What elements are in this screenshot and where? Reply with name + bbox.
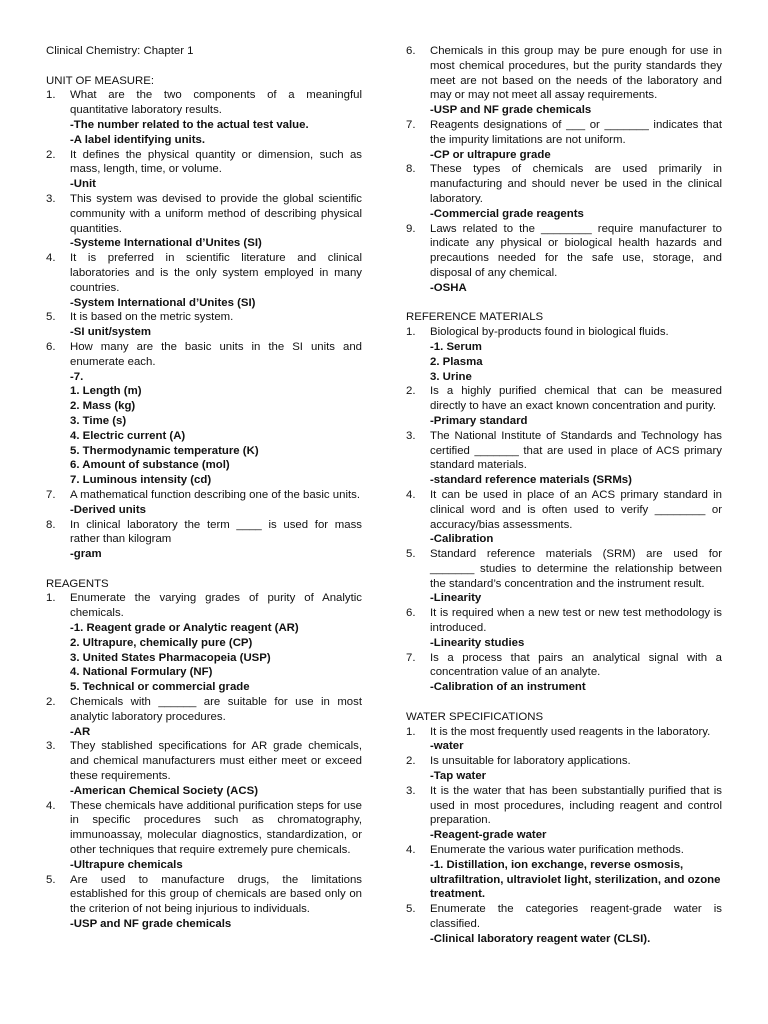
answer-text: -Derived units — [70, 503, 146, 516]
answer-text: 5. Technical or commercial grade — [70, 681, 250, 694]
question-text: Standard reference materials (SRM) are used for _______ studies to determine the relationship between the standard’s concentration and the instrument result. — [430, 548, 722, 590]
answer-text: -1. Distillation, ion exchange, reverse osmosis, ultrafiltration, ultraviolet light, sterilization, and ozone treatment. — [430, 858, 721, 901]
answer-text: 5. Thermodynamic temperature (K) — [70, 444, 259, 457]
question-number: 2. — [46, 696, 56, 709]
question-number: 6. — [46, 340, 56, 353]
answer-text: -1. Serum — [430, 340, 482, 353]
question-text: Laws related to the ________ require manufacturer to indicate any physical or biological health hazards and precautions needed for the safe use, storage, and disposal of any chemical. — [430, 222, 722, 279]
question-item — [46, 148, 362, 178]
question-item — [46, 518, 362, 548]
answer-text: -Systeme International d’Unites (SI) — [70, 237, 262, 250]
answer-text: 4. Electric current (A) — [70, 429, 186, 442]
question-number: 7. — [406, 118, 416, 131]
question-number: 1. — [406, 725, 416, 738]
question-item — [406, 162, 722, 206]
answer-text: -1. Reagent grade or Analytic reagent (AR) — [70, 622, 299, 635]
answer-text: 7. Luminous intensity (cd) — [70, 474, 212, 487]
question-text: What are the two components of a meaningful quantitative laboratory results. — [70, 89, 362, 117]
question-number: 8. — [406, 163, 416, 176]
answer-text: -7. — [70, 370, 84, 383]
question-item — [406, 784, 722, 828]
right-column — [406, 44, 722, 947]
question-text: Enumerate the categories reagent-grade water is classified. — [430, 903, 722, 931]
answer-text: -Reagent-grade water — [430, 829, 547, 842]
question-text: It is the most frequently used reagents in the laboratory. — [430, 725, 711, 738]
question-text: How many are the basic units in the SI units and enumerate each. — [70, 340, 362, 368]
answer-text: -Calibration — [430, 533, 494, 546]
answer-text: -CP or ultrapure grade — [430, 148, 551, 161]
question-text: Chemicals in this group may be pure enough for use in most chemical procedures, but the purity standards they meet are not based on the needs of the laboratory and may or may not meet all assay requirements. — [430, 45, 722, 102]
question-text: It is required when a new test or new test methodology is introduced. — [430, 607, 722, 635]
question-text: It can be used in place of an ACS primary standard in clinical word and is often used to verify ________ or accuracy/bias assessments. — [430, 488, 722, 531]
answer-text: -gram — [70, 548, 102, 561]
question-text: Reagents designations of ___ or _______ indicates that the impurity limitations are not uniform. — [430, 118, 722, 146]
question-item — [406, 44, 722, 103]
question-item — [406, 725, 722, 740]
question-text: It defines the physical quantity or dimension, such as mass, length, time, or volume. — [70, 148, 362, 176]
section-heading: REAGENTS — [46, 577, 109, 590]
question-text: Enumerate the various water purification methods. — [430, 844, 684, 857]
section-spacer — [46, 562, 362, 577]
answer-text: -Linearity — [430, 592, 482, 605]
answer-text: -A label identifying units. — [70, 133, 206, 146]
section-heading: WATER SPECIFICATIONS — [406, 710, 544, 723]
answer-text: -standard reference materials (SRMs) — [430, 474, 632, 487]
question-item — [406, 429, 722, 473]
question-text: In clinical laboratory the term ____ is used for mass rather than kilogram — [70, 518, 362, 546]
question-item — [46, 88, 362, 118]
question-number: 5. — [46, 873, 56, 886]
question-number: 9. — [406, 222, 416, 235]
question-number: 7. — [406, 651, 416, 664]
answer-text: -Commercial grade reagents — [430, 207, 584, 220]
answer-text: 2. Mass (kg) — [70, 400, 136, 413]
question-text: The National Institute of Standards and Technology has certified _______ that are used in place of ACS primary standard materials. — [430, 429, 722, 472]
question-text: It is based on the metric system. — [70, 311, 234, 324]
question-text: Is a highly purified chemical that can be measured directly to have an exact known concentration and purity. — [430, 385, 722, 413]
answer-text: -System International d’Unites (SI) — [70, 296, 256, 309]
question-text: Chemicals with ______ are suitable for use in most analytic laboratory procedures. — [70, 696, 362, 723]
section-spacer — [406, 296, 722, 311]
question-number: 3. — [46, 740, 56, 753]
section-heading: REFERENCE MATERIALS — [406, 311, 544, 324]
answer-text: 3. United States Pharmacopeia (USP) — [70, 651, 271, 664]
answer-text: 6. Amount of substance (mol) — [70, 459, 230, 472]
answer-text: -American Chemical Society (ACS) — [70, 784, 259, 797]
answer-text: -Primary standard — [430, 414, 528, 427]
answer-text: -Clinical laboratory reagent water (CLSI). — [430, 932, 651, 945]
question-item — [406, 384, 722, 414]
section-spacer — [406, 695, 722, 710]
answer-text: -Tap water — [430, 770, 487, 783]
question-number: 6. — [406, 45, 416, 57]
answer-text: 3. Urine — [430, 370, 472, 383]
question-text: They stablished specifications for AR grade chemicals, and chemical manufacturers must either meet or exceed these requirements. — [70, 740, 362, 783]
question-item — [46, 488, 362, 503]
answer-text: -USP and NF grade chemicals — [430, 104, 592, 117]
question-item — [46, 799, 362, 858]
question-item — [46, 591, 362, 621]
question-number: 2. — [406, 385, 416, 398]
answer-text: 2. Plasma — [430, 355, 483, 368]
question-number: 3. — [46, 192, 56, 205]
question-item — [406, 754, 722, 769]
question-text: Is unsuitable for laboratory applications. — [430, 755, 631, 768]
question-number: 4. — [406, 844, 416, 857]
answer-text: -Ultrapure chemicals — [70, 858, 183, 871]
answer-text: 3. Time (s) — [70, 414, 127, 427]
question-item — [46, 340, 362, 370]
answer-text: -Calibration of an instrument — [430, 681, 586, 694]
answer-text: -AR — [70, 725, 91, 738]
answer-text: -OSHA — [430, 281, 467, 294]
answer-text: -Unit — [70, 178, 96, 191]
question-number: 7. — [46, 488, 56, 501]
question-item — [46, 251, 362, 295]
question-item — [46, 739, 362, 783]
question-text: These types of chemicals are used primarily in manufacturing and should never be used in the clinical laboratory. — [430, 163, 722, 205]
answer-text: 4. National Formulary (NF) — [70, 666, 213, 679]
question-text: Are used to manufacture drugs, the limitations established for this group of chemicals are based only on the criterion of not being injurious to individuals. — [70, 873, 362, 916]
question-item — [406, 325, 722, 340]
question-text: These chemicals have additional purification steps for use in specific procedures such as chromatography, immunoassay, molecular diagnostics, standardization, or other techniques that require extremely pure chemicals. — [70, 799, 362, 857]
question-number: 4. — [46, 799, 56, 812]
question-item — [46, 192, 362, 236]
question-number: 5. — [46, 311, 56, 324]
question-text: A mathematical function describing one of the basic units. — [70, 488, 360, 501]
answer-text: -USP and NF grade chemicals — [70, 918, 232, 931]
question-number: 6. — [406, 607, 416, 620]
question-text: This system was devised to provide the global scientific community with a uniform method of describing physical quantities. — [70, 192, 362, 235]
question-text: It is preferred in scientific literature and clinical laboratories and is the only system employed in many countries. — [70, 252, 362, 294]
question-item — [46, 310, 362, 325]
answer-text: 1. Length (m) — [70, 385, 142, 398]
question-item — [406, 547, 722, 591]
question-number: 1. — [46, 89, 56, 102]
question-item — [406, 843, 722, 858]
question-item — [406, 606, 722, 636]
question-text: Is a process that pairs an analytical signal with a concentration value of an analyte. — [430, 651, 722, 679]
question-number: 2. — [46, 148, 56, 161]
answer-text: -Linearity studies — [430, 636, 525, 649]
question-number: 3. — [406, 784, 416, 797]
title-spacer — [46, 59, 362, 74]
answer-text: -SI unit/system — [70, 326, 152, 339]
question-number: 1. — [46, 592, 56, 605]
question-item — [406, 222, 722, 281]
section-heading: UNIT OF MEASURE: — [46, 74, 155, 87]
question-item — [406, 651, 722, 681]
question-number: 2. — [406, 755, 416, 768]
question-text: Enumerate the varying grades of purity of Analytic chemicals. — [70, 592, 362, 620]
answer-text: -water — [430, 740, 464, 753]
question-number: 3. — [406, 429, 416, 442]
question-number: 4. — [406, 488, 416, 501]
question-item — [46, 695, 362, 725]
answer-text: 2. Ultrapure, chemically pure (CP) — [70, 636, 253, 649]
answer-text: -The number related to the actual test value. — [70, 118, 309, 131]
question-number: 5. — [406, 903, 416, 916]
question-number: 1. — [406, 326, 416, 339]
question-item — [46, 873, 362, 917]
question-item — [406, 118, 722, 148]
left-column — [46, 44, 362, 932]
question-number: 4. — [46, 252, 56, 265]
question-item — [406, 902, 722, 932]
question-text: Biological by-products found in biological fluids. — [430, 326, 669, 339]
question-number: 8. — [46, 518, 56, 531]
question-number: 5. — [406, 548, 416, 561]
question-text: It is the water that has been substantially purified that is used in most procedures, including reagent and control preparation. — [430, 784, 722, 827]
document-title: Clinical Chemistry: Chapter 1 — [46, 45, 194, 57]
question-item — [406, 488, 722, 532]
